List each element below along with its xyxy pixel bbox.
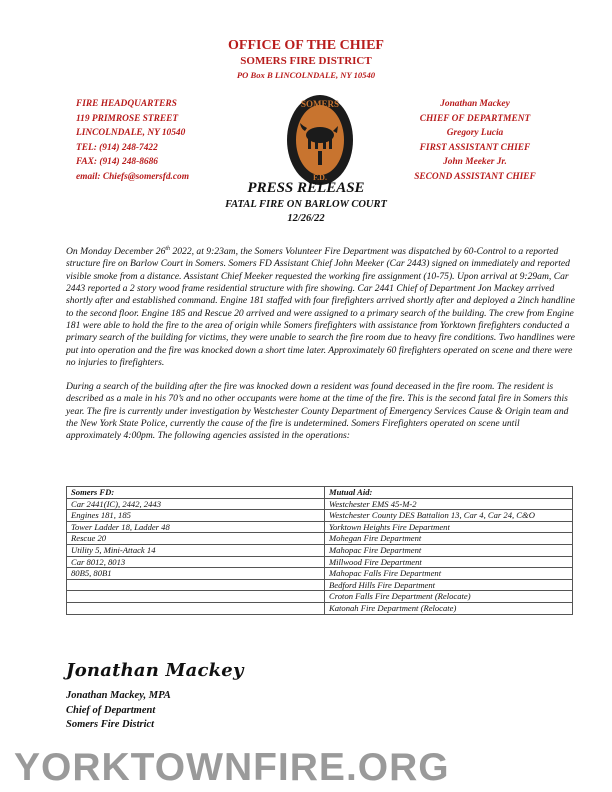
mutual-aid-agency: Mahopac Falls Fire Department [325,568,573,580]
table-row [67,602,573,614]
signer-title: Chief of Department [66,704,156,716]
table-row [67,544,573,556]
hq-line: LINCOLNDALE, NY 10540 [76,128,186,139]
somers-fd-logo [285,93,355,187]
mutual-aid-agency: Bedford Hills Fire Department [325,579,573,591]
district-name: SOMERS FIRE DISTRICT [240,55,372,67]
mutual-aid-agency: Katonah Fire Department (Relocate) [325,602,573,614]
officer-line: Gregory Lucia [446,128,504,139]
agencies-table [66,486,573,615]
mutual-aid-agency: Mohegan Fire Department [325,533,573,545]
somers-unit: Rescue 20 [67,533,325,545]
somers-unit [67,602,325,614]
paragraph-investigation: During a search of the building after the fire was knocked down a resident was found deceased in the fire room. The resident is described as a male in his 70’s and no other occupants were home at the time of the fire. This is the second fatal fire in Somers this year. The fire is currently under investigation by Westchester County Department of Emergency Services Cause & Origin team and the New York State Police, currently the cause of the fire is undetermined. Somers Firefighters operated on scene until approximately 4:00pm. The following agencies assisted in the operations: [66,381,569,442]
officer-line: SECOND ASSISTANT CHIEF [414,171,536,182]
table-row [67,533,573,545]
press-release-subheading: FATAL FIRE ON BARLOW COURT [225,199,387,210]
hq-line: TEL: (914) 248-7422 [76,142,158,153]
office-title: OFFICE OF THE CHIEF [228,38,384,53]
somers-unit [67,591,325,603]
hq-line: FAX: (914) 248-8686 [76,157,158,168]
somers-unit: 80B5, 80B1 [67,568,325,580]
press-release-date: 12/26/22 [287,213,325,224]
signer-org: Somers Fire District [66,719,155,730]
logo-bottom-text: F.D. [313,173,327,182]
signature-block [66,689,171,733]
press-body [66,243,576,443]
somers-unit: Car 2441(IC), 2442, 2443 [67,498,325,510]
hq-line: email: Chiefs@somersfd.com [76,171,189,182]
officer-line: FIRST ASSISTANT CHIEF [419,142,531,153]
hq-line: FIRE HEADQUARTERS [76,99,177,109]
po-box: PO Box B LINCOLNDALE, NY 10540 [236,70,376,80]
paragraph-incident: On Monday December 26th 2022, at 9:23am, the Somers Volunteer Fire Department was dispatched by 60-Control to a reported structure fire on Barlow Court in Somers. Somers FD Assistant Chief John Meeker (Car 2443) signed on immediately and reported visible smoke from a distance. Assistant Chief Meeker requested the working fire assignment (10-75). Upon arrival at 9:29am, Car 2443 reported a 2 story wood frame residential structure with fire showing. Car 2441 Chief of Department Jon Mackey arrived shortly after and established command. Engine 181 staffed with four firefighters arrived shortly after and deployed a 2inch handline to the second floor. Engine 185 and Rescue 20 arrived and were assigned to a primary search of the building. The crew from Engine 181 were able to hold the fire to the area of origin while Somers firefighters with assistance from Yorktown firefighters conducted a primary search of the building for victims, they were unable to search the fire room due to heavy fire conditions. Two handlines were put into operation and the fire was knocked down a short time later. Approximately 60 firefighters operated on scene and there were no injuries to firefighters. [66,246,575,368]
officer-line: John Meeker Jr. [443,157,507,168]
mutual-aid-agency: Millwood Fire Department [325,556,573,568]
logo-top-text: SOMERS [300,99,340,109]
headquarters-contact [76,97,226,185]
somers-unit: Engines 181, 185 [67,510,325,522]
table-row [67,510,573,522]
agencies-table-wrapper [66,486,573,615]
table-row [67,498,573,510]
ordinal-suffix: th [165,246,171,252]
handwritten-signature: Jonathan Mackey [66,660,244,681]
table-header-mutual-aid: Mutual Aid: [325,487,573,499]
table-row [67,591,573,603]
somers-unit: Utility 5, Mini-Attack 14 [67,544,325,556]
table-row [67,579,573,591]
somers-unit: Car 8012, 8013 [67,556,325,568]
signer-name: Jonathan Mackey, MPA [66,690,171,701]
officers-block [400,97,550,185]
footer-watermark: YORKTOWNFIRE.ORG [14,746,450,789]
somers-unit: Tower Ladder 18, Ladder 48 [67,521,325,533]
officer-line: CHIEF OF DEPARTMENT [419,113,531,124]
mutual-aid-agency: Croton Falls Fire Department (Relocate) [325,591,573,603]
table-header-somers: Somers FD: [67,487,325,499]
press-release-heading: PRESS RELEASE [247,180,365,196]
mutual-aid-agency: Westchester County DES Battalion 13, Car 4, Car 24, C&O [325,510,573,522]
mutual-aid-agency: Yorktown Heights Fire Department [325,521,573,533]
mutual-aid-agency: Westchester EMS 45-M-2 [325,498,573,510]
mutual-aid-agency: Mahopac Fire Department [325,544,573,556]
somers-unit [67,579,325,591]
hq-line: 119 PRIMROSE STREET [76,113,179,124]
table-header-row [67,487,573,499]
table-row [67,568,573,580]
officer-line: Jonathan Mackey [440,99,510,109]
table-row [67,556,573,568]
table-row [67,521,573,533]
